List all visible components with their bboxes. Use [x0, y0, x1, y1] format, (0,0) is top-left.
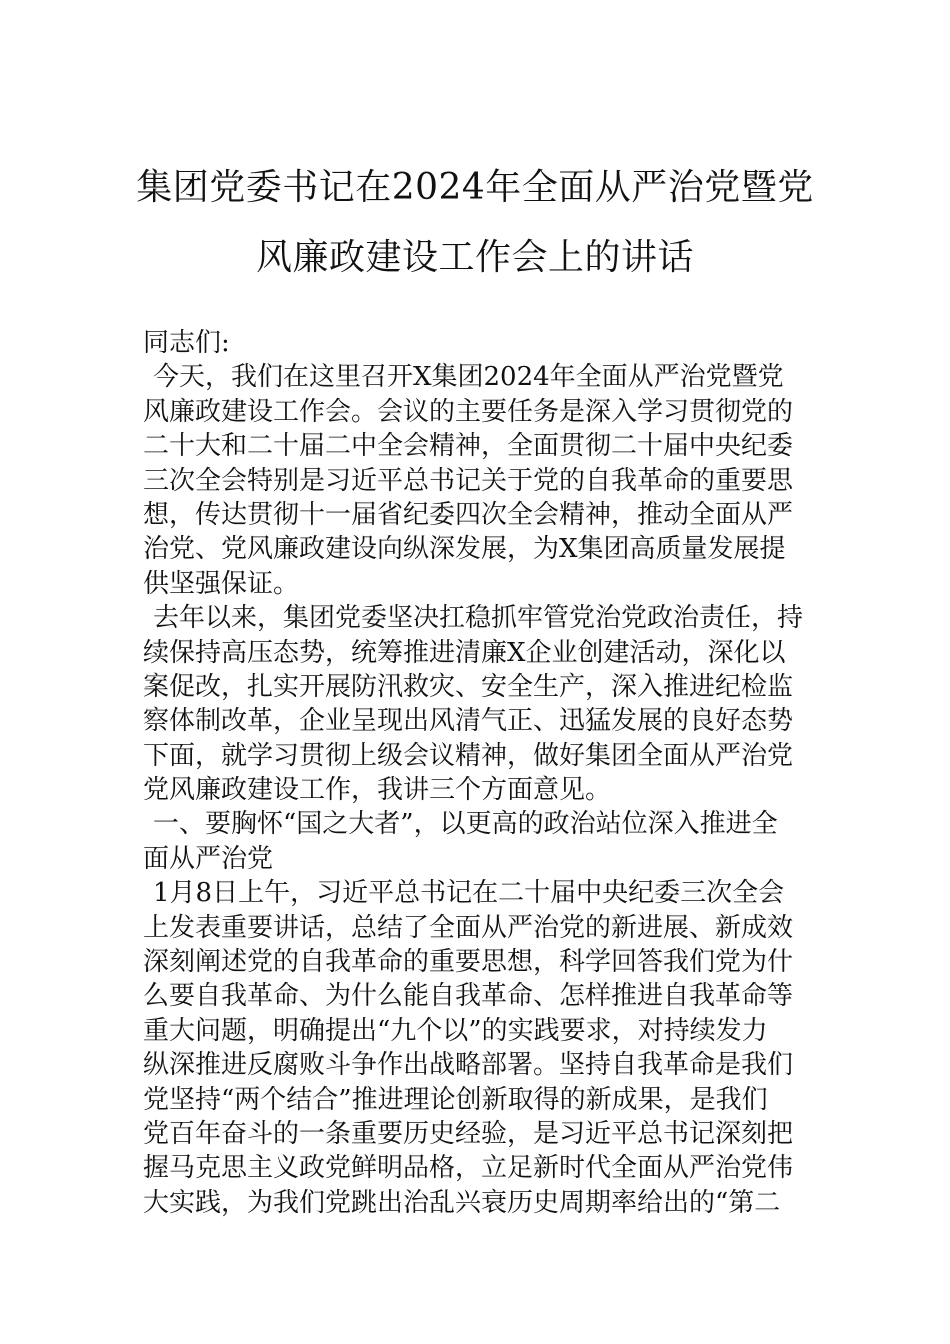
body-line: 三次全会特别是习近平总书记关于党的自我革命的重要思: [143, 465, 794, 496]
body-line: 风廉政建设工作会。会议的主要任务是深入学习贯彻党的: [143, 396, 794, 427]
body-line: 去年以来，集团党委坚决扛稳抓牢管党治党政治责任，持: [153, 603, 804, 634]
body-line: 党风廉政建设工作，我讲三个方面意见。: [143, 775, 612, 806]
body-line: 1月8日上午，习近平总书记在二十届中央纪委三次全会: [153, 878, 785, 909]
body-line: 么要自我革命、为什么能自我革命、怎样推进自我革命等: [143, 981, 794, 1012]
body-line: 党百年奋斗的一条重要历史经验，是习近平总书记深刻把: [143, 1118, 794, 1149]
document-title-line-1: 集团党委书记在2024年全面从严治党暨党: [136, 167, 814, 208]
body-line: 握马克思主义政党鲜明品格，立足新时代全面从严治党伟: [143, 1153, 794, 1184]
body-line: 治党、党风廉政建设向纵深发展，为X集团高质量发展提: [143, 534, 786, 565]
body-line: 深刻阐述党的自我革命的重要思想，科学回答我们党为什: [143, 947, 794, 978]
document-body: [143, 326, 813, 1220]
body-line: 二十大和二十届二中全会精神，全面贯彻二十届中央纪委: [143, 431, 794, 462]
body-line: 重大问题，明确提出“九个以”的实践要求，对持续发力: [143, 1015, 768, 1046]
body-line: 纵深推进反腐败斗争作出战略部署。坚持自我革命是我们: [143, 1050, 794, 1081]
body-line: 下面，就学习贯彻上级会议精神，做好集团全面从严治党: [143, 740, 794, 771]
body-line: 案促改，扎实开展防汛救灾、安全生产，深入推进纪检监: [143, 671, 794, 702]
salutation: 同志们:: [143, 328, 230, 358]
body-line: 察体制改革，企业呈现出风清气正、迅猛发展的良好态势: [143, 706, 794, 737]
body-line: 续保持高压态势，统筹推进清廉X企业创建活动，深化以: [143, 637, 786, 668]
body-line: 今天，我们在这里召开X集团2024年全面从严治党暨党: [153, 362, 784, 393]
section-heading: 一、要胸怀“国之大者”，以更高的政治站位深入推进全: [153, 809, 778, 840]
document-title-line-2: 风廉政建设工作会上的讲话: [255, 237, 694, 278]
section-heading: 面从严治党: [143, 843, 274, 874]
body-line: 党坚持“两个结合”推进理论创新取得的新成果，是我们: [143, 1084, 768, 1115]
body-line: 供坚强保证。: [143, 568, 300, 599]
body-line: 想，传达贯彻十一届省纪委四次全会精神，推动全面从严: [143, 499, 794, 530]
body-line: 大实践，为我们党跳出治乱兴衰历史周期率给出的“第二: [143, 1187, 781, 1218]
body-line: 上发表重要讲话，总结了全面从严治党的新进展、新成效: [143, 912, 794, 943]
